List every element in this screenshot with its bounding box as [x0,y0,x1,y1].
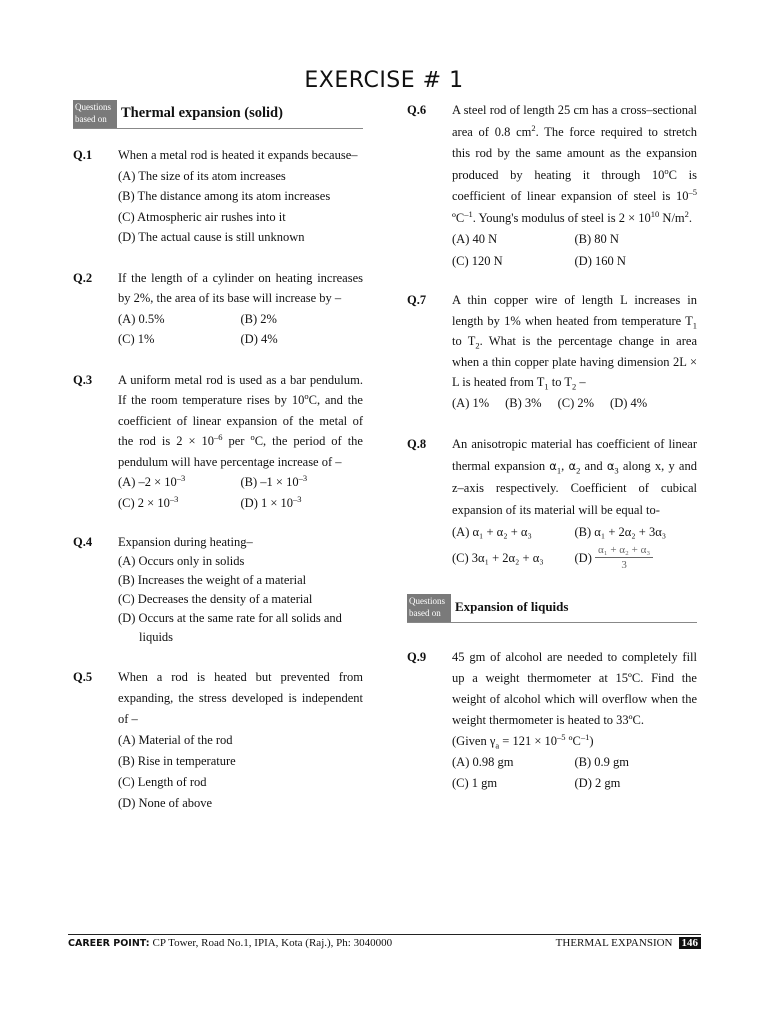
option-d: (D) 160 N [574,253,626,268]
question-text: An anisotropic material has coefficient of linear thermal expansion $\alpha_1$, $\alpha_2$ and $\alpha_3$ along x, y and z–axis respectively. Coefficient of cubical expansion of its material will be equal to- [452,437,697,517]
option-d: (D) 2 gm [574,776,621,790]
section-header-liquids [407,594,697,623]
option-c: (C) $2 \times 10^{-3}$ [118,493,179,510]
option-d: (D) The actual cause is still unknown [118,230,305,244]
section-tag: Questions based on [73,100,117,128]
option-b: (B) 2% [240,311,277,326]
option-c: (C) 3α₁ + 2α₂ + α₃ [452,550,544,565]
option-a: (A) α₁ + α₂ + α₃ [452,525,532,539]
option-b: (B) α₁ + 2α₂ + 3α₃ [574,525,667,539]
right-column [407,100,697,814]
option-b: (B) The distance among its atom increases [118,189,331,203]
page-number: 146 [679,937,702,949]
option-a: (A) $-2 \times 10^{-3}$ [118,472,186,489]
section-title: Thermal expansion (solid) [121,105,283,121]
question-number: Q.8 [407,437,427,451]
question-7 [407,290,697,413]
question-text: When a metal rod is heated it expands because– [118,148,358,162]
option-d: (D) Occurs at the same rate for all solids and liquids [118,611,342,644]
question-text: A uniform metal rod is used as a bar pendulum. If the room temperature rises by 10$^o$C, and the coefficient of linear expansion of the metal of the rod is $2 \times 10^{-6}$ per $^o$C, the period of the pendulum will have percentage increase of – [118,372,363,469]
page-footer [68,934,701,949]
option-c: (C) 1% [118,332,155,346]
question-6 [407,100,697,272]
section-title: Expansion of liquids [455,599,569,614]
left-column [73,100,363,834]
option-a: (A) Material of the rod [118,733,233,747]
footer-topic: THERMAL EXPANSION [555,937,673,949]
page-title: EXERCISE # 1 [304,68,464,93]
option-c: (C) Atmospheric air rushes into it [118,209,286,224]
footer-address: CP Tower, Road No.1, IPIA, Kota (Raj.), Ph: 3040000 [152,937,393,949]
option-d: (D) $\frac{\text{α₁ + α₂ + α₃}}{3}$ [575,543,698,572]
option-b: (B) 0.9 gm [574,755,630,769]
question-5 [73,667,363,814]
question-number: Q.3 [73,372,93,387]
option-b: (B) $-1 \times 10^{-3}$ [240,472,308,489]
question-9 [407,647,697,794]
question-text: A steel rod of length 25 cm has a cross–sectional area of 0.8 $cm^2$. The force required to stretch this rod by the same amount as the expansion produced by heating it through 10$^o$C is coefficient of linear expansion of steel is $10^{-5}$ ºC$^{-1}$. Young's modulus of steel is $2 \times 10^{10}$ $N/m^2$. [452,103,697,225]
option-c: (C) 1 gm [452,776,498,790]
question-number: Q.5 [73,670,93,684]
option-a: (A) 40 N [452,232,498,246]
option-d: (D) 4% [610,395,648,410]
question-3 [73,370,363,514]
footer-brand: CAREER POINT: [68,937,150,949]
option-d: (D) None of above [118,796,213,810]
question-text: If the length of a cylinder on heating increases by 2%, the area of its base will increase by – [118,270,363,305]
option-b: (B) Increases the weight of a material [118,573,307,587]
question-text: 45 gm of alcohol are needed to completely fill up a weight thermometer at 15ºC. Find the weight of alcohol which will overflow when the weight thermometer is heated to 33ºC. [452,650,697,727]
question-number: Q.2 [73,270,93,285]
fraction: $\frac{\text{α₁ + α₂ + α₃}}{3}$ [595,543,653,572]
option-c: (C) 2% [557,395,595,410]
question-text: A thin copper wire of length L increases in length by 1% when heated from temperature $T_1$ to $T_2$. What is the percentage change in area when a thin copper plate having dimension 2L × L is heated from $T_1$ to $T_2$ – [452,293,697,392]
section-tag: Questions based on [407,594,451,622]
question-text: When a rod is heated but prevented from expanding, the stress developed is independent of – [118,670,363,726]
question-number: Q.4 [73,535,93,549]
option-c: (C) Decreases the density of a material [118,592,313,606]
question-text: Expansion during heating– [118,535,253,549]
question-2 [73,268,363,350]
option-b: (B) 3% [505,395,542,410]
option-a: (A) 0.98 gm [452,755,514,769]
section-header-solid [73,100,363,129]
option-c: (C) 120 N [452,253,503,268]
question-number: Q.7 [407,293,427,307]
question-4 [73,533,363,647]
option-c: (C) Length of rod [118,775,207,789]
question-number: Q.9 [407,650,427,664]
option-a: (A) 0.5% [118,311,165,326]
question-number: Q.1 [73,148,93,162]
option-a: (A) The size of its atom increases [118,168,286,183]
question-1 [73,145,363,248]
option-a: (A) Occurs only in solids [118,554,245,568]
option-d: (D) $1 \times 10^{-3}$ [240,493,302,510]
question-8 [407,433,697,572]
given-line: (Given $\gamma_a = 121 \times 10^{-5}$ ºC$^{-1}$) [452,731,594,751]
option-a: (A) 1% [452,395,490,410]
question-number: Q.6 [407,103,427,117]
option-d: (D) 4% [240,332,278,346]
option-b: (B) Rise in temperature [118,754,236,768]
option-b: (B) 80 N [574,232,619,246]
